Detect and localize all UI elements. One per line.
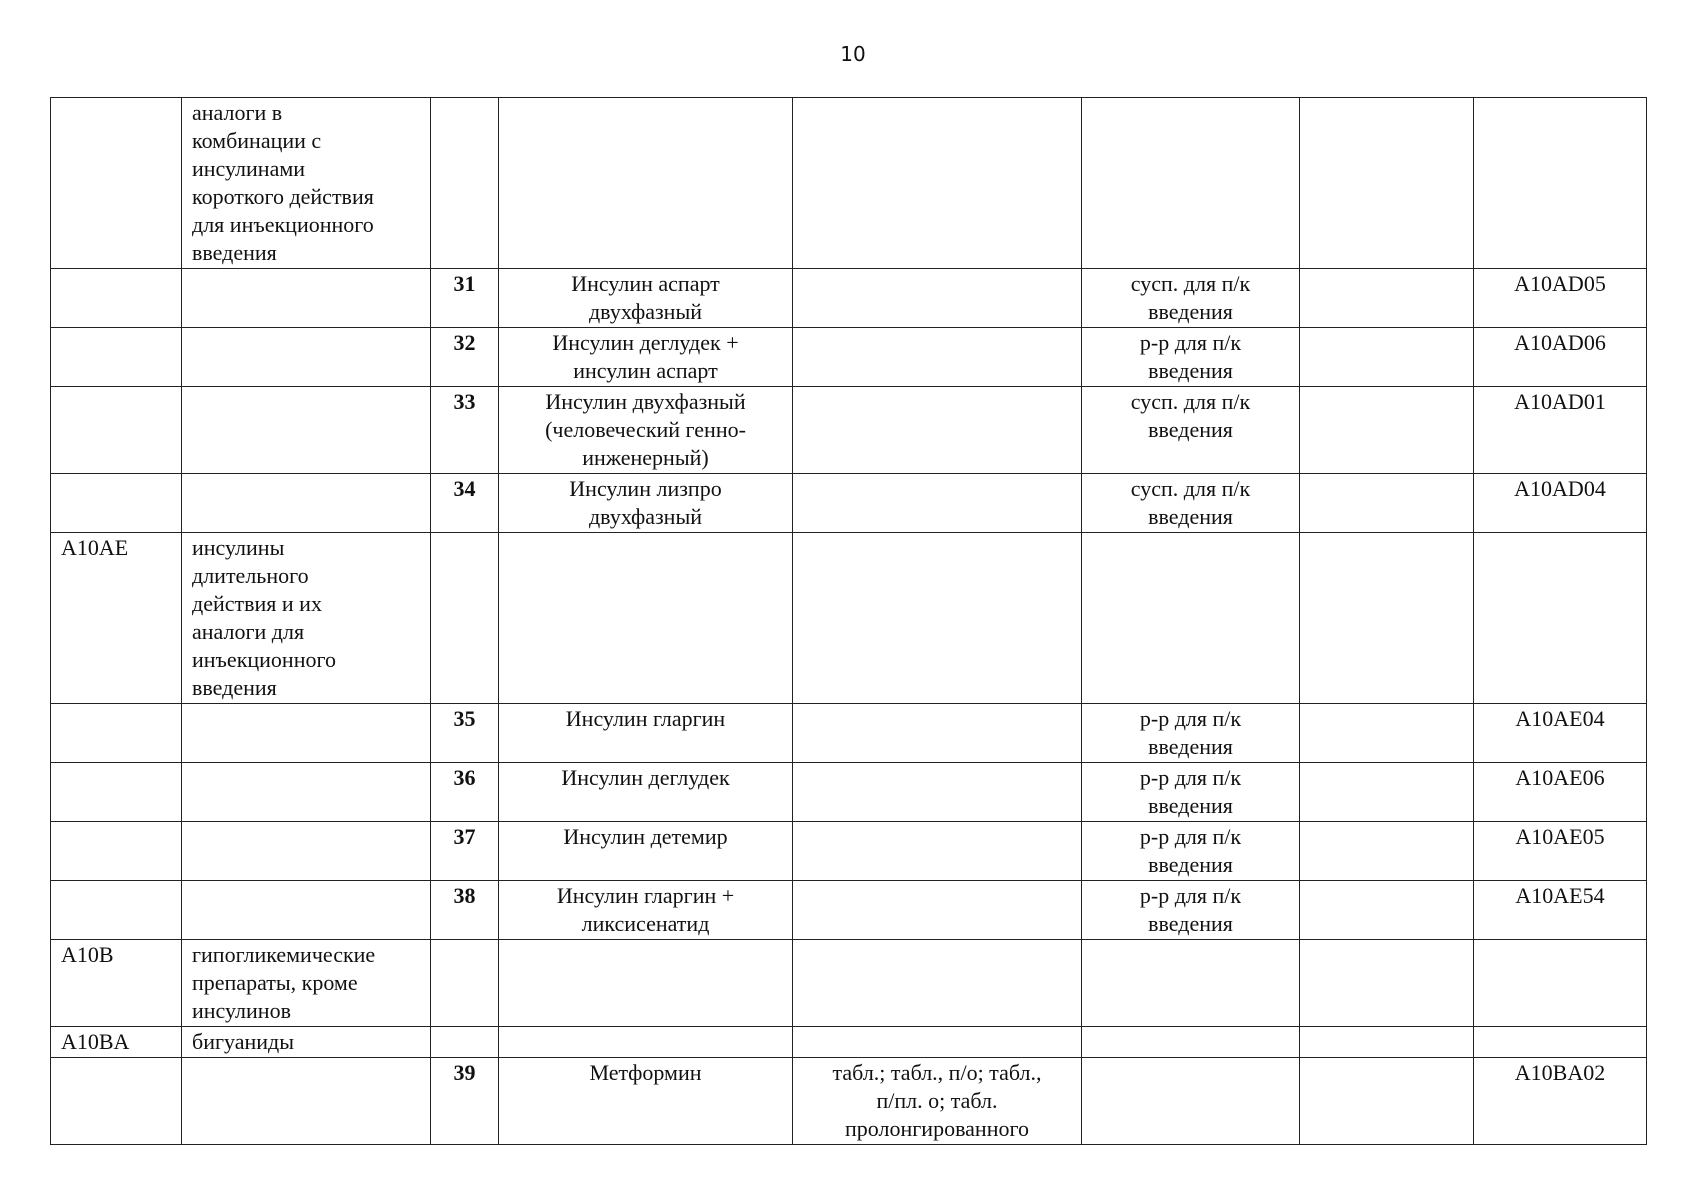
cell-atc-group-code [51,387,182,474]
cell-note [1300,940,1474,1027]
cell-group-description [182,387,431,474]
cell-text-line: 38 [453,883,476,908]
cell-text-line: введения [1148,504,1233,529]
cell-row-number [431,98,499,269]
cell-text-line: Инсулин деглудек + [552,330,739,355]
cell-text-line: 39 [453,1060,476,1085]
cell-text-line: 33 [453,389,476,414]
cell-atc-group-code [51,269,182,328]
cell-drug-name [499,763,793,822]
cell-text-line: пролонгированного [845,1116,1029,1141]
table-row [51,822,1647,881]
cell-dosage-form [793,763,1082,822]
cell-text-line: инсулинов [192,998,291,1023]
table-row [51,269,1647,328]
cell-atc-code [1474,269,1647,328]
cell-text-line: Инсулин лизпро [569,476,722,501]
cell-text-line: A10AE54 [1515,883,1605,908]
table-row [51,474,1647,533]
cell-atc-group-code [51,1027,182,1058]
cell-group-description [182,704,431,763]
cell-text-line: Инсулин аспарт [571,271,720,296]
cell-atc-code [1474,1027,1647,1058]
cell-dosage-form [793,533,1082,704]
cell-text-line: 31 [453,271,476,296]
cell-row-number [431,1027,499,1058]
table-body [51,98,1647,1145]
cell-dosage-form [793,98,1082,269]
cell-atc-group-code [51,763,182,822]
cell-group-description [182,940,431,1027]
cell-text-line: ликсисенатид [581,911,710,936]
cell-dosage-form [793,269,1082,328]
cell-group-description [182,328,431,387]
cell-text-line: A10BA [61,1029,130,1054]
cell-row-number [431,474,499,533]
cell-text-line: инсулинами [192,156,306,181]
cell-dosage-form-injection [1082,387,1300,474]
cell-dosage-form-injection [1082,822,1300,881]
cell-text-line: р-р для п/к [1139,330,1242,355]
cell-drug-name [499,940,793,1027]
cell-atc-code [1474,822,1647,881]
cell-row-number [431,704,499,763]
cell-dosage-form-injection [1082,1058,1300,1145]
cell-text-line: A10AE05 [1515,824,1605,849]
cell-dosage-form [793,940,1082,1027]
cell-text-line: Инсулин детемир [563,824,728,849]
cell-text-line: Метформин [589,1060,702,1085]
cell-dosage-form-injection [1082,328,1300,387]
cell-group-description [182,1027,431,1058]
cell-text-line: инсулин аспарт [573,358,718,383]
cell-text-line: р-р для п/к [1139,765,1242,790]
cell-row-number [431,1058,499,1145]
table-row [51,940,1647,1027]
cell-text-line: действия и их [192,591,322,616]
cell-text-line: двухфазный [588,504,703,529]
cell-group-description [182,1058,431,1145]
cell-text-line: введения [1148,734,1233,759]
cell-atc-code [1474,940,1647,1027]
cell-text-line: сусп. для п/к [1130,271,1251,296]
cell-text-line: Инсулин деглудек [561,765,730,790]
cell-drug-name [499,704,793,763]
cell-text-line: инсулины [192,535,285,560]
cell-atc-group-code [51,98,182,269]
cell-row-number [431,822,499,881]
cell-note [1300,98,1474,269]
cell-atc-code [1474,387,1647,474]
cell-dosage-form [793,1058,1082,1145]
cell-drug-name [499,474,793,533]
cell-text-line: Инсулин гларгин + [556,883,735,908]
cell-text-line: 34 [453,476,476,501]
cell-row-number [431,881,499,940]
cell-text-line: п/пл. о; табл. [876,1088,998,1113]
cell-text-line: введения [192,240,277,265]
cell-text-line: A10AE04 [1515,706,1605,731]
table-row [51,533,1647,704]
cell-text-line: комбинации с [192,128,322,153]
cell-text-line: введения [1148,793,1233,818]
cell-note [1300,881,1474,940]
table-row [51,1058,1647,1145]
cell-text-line: двухфазный [588,299,703,324]
cell-text-line: Инсулин гларгин [565,706,726,731]
cell-note [1300,387,1474,474]
cell-dosage-form-injection [1082,704,1300,763]
cell-text-line: сусп. для п/к [1130,476,1251,501]
cell-text-line: введения [1148,417,1233,442]
cell-text-line: A10B [61,942,114,967]
cell-atc-group-code [51,533,182,704]
cell-atc-group-code [51,1058,182,1145]
cell-dosage-form [793,881,1082,940]
cell-dosage-form-injection [1082,940,1300,1027]
cell-text-line: A10AE06 [1515,765,1605,790]
cell-text-line: введения [1148,299,1233,324]
cell-atc-code [1474,533,1647,704]
cell-atc-group-code [51,328,182,387]
cell-row-number [431,533,499,704]
cell-text-line: сусп. для п/к [1130,389,1251,414]
cell-dosage-form [793,822,1082,881]
table-row [51,1027,1647,1058]
cell-group-description [182,269,431,328]
cell-atc-code [1474,881,1647,940]
cell-note [1300,533,1474,704]
cell-text-line: (человеческий генно- [545,417,746,442]
cell-text-line: инъекционного [192,647,336,672]
cell-text-line: A10AE [61,535,129,560]
cell-group-description [182,822,431,881]
cell-drug-name [499,1058,793,1145]
cell-atc-code [1474,1058,1647,1145]
table-row [51,98,1647,269]
cell-atc-code [1474,704,1647,763]
cell-drug-name [499,822,793,881]
cell-note [1300,1027,1474,1058]
cell-atc-group-code [51,704,182,763]
cell-text-line: табл.; табл., п/о; табл., [832,1060,1042,1085]
cell-note [1300,704,1474,763]
cell-dosage-form [793,474,1082,533]
cell-row-number [431,387,499,474]
cell-drug-name [499,1027,793,1058]
cell-text-line: препараты, кроме [192,970,358,995]
cell-text-line: р-р для п/к [1139,706,1242,731]
cell-text-line: введения [192,675,277,700]
cell-text-line: A10AD06 [1514,330,1606,355]
cell-atc-code [1474,474,1647,533]
cell-dosage-form-injection [1082,533,1300,704]
cell-note [1300,269,1474,328]
cell-row-number [431,269,499,328]
cell-text-line: введения [1148,852,1233,877]
cell-text-line: р-р для п/к [1139,883,1242,908]
cell-row-number [431,940,499,1027]
cell-text-line: A10AD01 [1514,389,1606,414]
cell-atc-code [1474,763,1647,822]
table-row [51,387,1647,474]
cell-dosage-form [793,387,1082,474]
cell-text-line: Инсулин двухфазный [545,389,746,414]
cell-text-line: 37 [453,824,476,849]
cell-drug-name [499,387,793,474]
cell-text-line: A10BA02 [1514,1060,1606,1085]
cell-dosage-form [793,328,1082,387]
cell-group-description [182,474,431,533]
cell-drug-name [499,269,793,328]
cell-text-line: введения [1148,358,1233,383]
cell-text-line: гипогликемические [192,942,376,967]
cell-atc-group-code [51,940,182,1027]
cell-atc-group-code [51,822,182,881]
cell-group-description [182,763,431,822]
cell-dosage-form-injection [1082,98,1300,269]
cell-drug-name [499,533,793,704]
cell-text-line: инженерный) [582,445,709,470]
cell-atc-code [1474,328,1647,387]
cell-text-line: 36 [453,765,476,790]
cell-note [1300,763,1474,822]
cell-note [1300,474,1474,533]
cell-row-number [431,763,499,822]
cell-text-line: A10AD05 [1514,271,1606,296]
cell-text-line: 35 [453,706,476,731]
cell-dosage-form-injection [1082,269,1300,328]
cell-atc-group-code [51,881,182,940]
cell-drug-name [499,328,793,387]
cell-dosage-form-injection [1082,474,1300,533]
cell-dosage-form [793,1027,1082,1058]
cell-drug-name [499,98,793,269]
page-number: 10 [840,42,866,66]
table-row [51,704,1647,763]
cell-atc-code [1474,98,1647,269]
cell-text-line: для инъекционного [192,212,374,237]
cell-row-number [431,328,499,387]
table-row [51,763,1647,822]
cell-text-line: аналоги в [192,100,283,125]
cell-group-description [182,881,431,940]
drug-table [50,97,1647,1145]
table-row [51,881,1647,940]
cell-note [1300,822,1474,881]
cell-text-line: A10AD04 [1514,476,1606,501]
cell-text-line: р-р для п/к [1139,824,1242,849]
cell-dosage-form-injection [1082,881,1300,940]
cell-note [1300,328,1474,387]
cell-group-description [182,98,431,269]
cell-text-line: 32 [453,330,476,355]
cell-dosage-form [793,704,1082,763]
cell-text-line: длительного [192,563,309,588]
cell-group-description [182,533,431,704]
cell-text-line: бигуаниды [192,1029,294,1054]
cell-text-line: введения [1148,911,1233,936]
cell-atc-group-code [51,474,182,533]
cell-dosage-form-injection [1082,763,1300,822]
cell-note [1300,1058,1474,1145]
table-row [51,328,1647,387]
cell-text-line: короткого действия [192,184,374,209]
cell-drug-name [499,881,793,940]
cell-dosage-form-injection [1082,1027,1300,1058]
cell-text-line: аналоги для [192,619,305,644]
